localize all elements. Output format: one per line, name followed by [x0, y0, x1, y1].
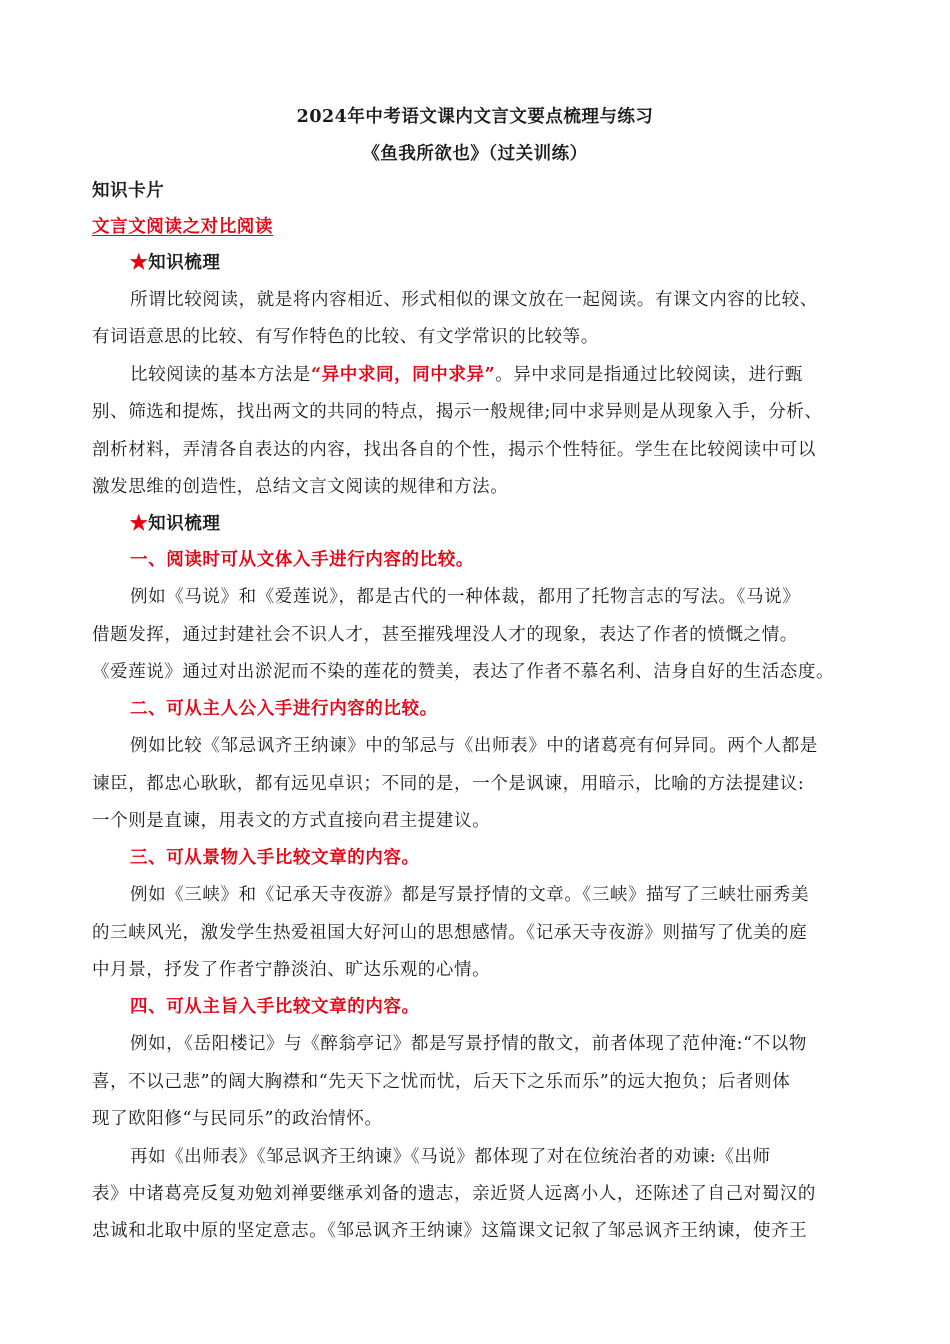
knowledge-label: 知识梳理 [148, 514, 221, 534]
knowledge-heading-1 [130, 252, 221, 274]
paragraph-line: 中月景，抒发了作者宁静淡泊、旷达乐观的心情。 [92, 960, 491, 980]
subheading-2: 二、可从主人公入手进行内容的比较。 [130, 699, 438, 719]
paragraph-line: 例如《马说》和《爱莲说》，都是古代的一种体裁，都用了托物言志的写法。《马说》 [130, 587, 801, 607]
paragraph-line: 有词语意思的比较、有写作特色的比较、有文学常识的比较等。 [92, 327, 599, 347]
paragraph-line: 借题发挥，通过封建社会不识人才，甚至摧残埋没人才的现象，表达了作者的愤慨之情。 [92, 625, 798, 645]
paragraph-line: 例如比较《邹忌讽齐王纳谏》中的邹忌与《出师表》中的诸葛亮有何异同。两个人都是 [130, 736, 818, 756]
section-label: 知识卡片 [92, 181, 165, 201]
paragraph-line: 所谓比较阅读，就是将内容相近、形式相似的课文放在一起阅读。有课文内容的比较、 [130, 290, 818, 310]
paragraph-line: 的三峡风光，激发学生热爱祖国大好河山的思想感情。《记承天寺夜游》则描写了优美的庭 [92, 923, 808, 943]
paragraph-line: 例如，《岳阳楼记》与《醉翁亭记》都是写景抒情的散文，前者体现了范仲淹:“不以物 [130, 1034, 807, 1054]
paragraph-text: 比较阅读的基本方法是 [130, 365, 311, 385]
paragraph-line: 例如《三峡》和《记承天寺夜游》都是写景抒情的文章。《三峡》描写了三峡壮丽秀美 [130, 885, 810, 905]
star-icon: ★ [130, 514, 149, 534]
paragraph-line: 现了欧阳修“与民同乐”的政治情怀。 [92, 1109, 383, 1129]
knowledge-heading-2 [130, 513, 221, 535]
paragraph-line: 一个则是直谏，用表文的方式直接向君主提建议。 [92, 811, 491, 831]
paragraph-line: 《爱莲说》通过对出淤泥而不染的莲花的赞美，表达了作者不慕名利、洁身自好的生活态度。 [92, 662, 835, 682]
document-title: 2024年中考语文课内文言文要点梳理与练习 [296, 107, 654, 127]
star-icon: ★ [130, 253, 149, 273]
paragraph-line: 再如《出师表》《邹忌讽齐王纳谏》《马说》都体现了对在位统治者的劝谏:《出师 [130, 1147, 771, 1167]
subheading-3: 三、可从景物入手比较文章的内容。 [130, 848, 420, 868]
paragraph-line: 表》中诸葛亮反复劝勉刘禅要继承刘备的遗志，亲近贤人远离小人，还陈述了自己对蜀汉的 [92, 1184, 816, 1204]
paragraph-line: 谏臣，都忠心耿耿，都有远见卓识；不同的是，一个是讽谏，用暗示，比喻的方法提建议: [92, 774, 805, 794]
red-section-heading: 文言文阅读之对比阅读 [92, 217, 273, 237]
paragraph-line: 忠诚和北取中原的坚定意志。《邹忌讽齐王纳谏》这篇课文记叙了邹忌讽齐王纳谏，使齐王 [92, 1221, 808, 1241]
knowledge-label: 知识梳理 [148, 253, 221, 273]
highlight-text: “异中求同，同中求异” [311, 365, 496, 385]
document-subtitle: 《鱼我所欲也》（过关训练） [362, 144, 588, 164]
paragraph-line: 别、筛选和提炼，找出两文的共同的特点，揭示一般规律;同中求异则是从现象入手，分析、 [92, 402, 823, 422]
paragraph-line [130, 364, 803, 386]
subheading-4: 四、可从主旨入手比较文章的内容。 [130, 997, 420, 1017]
paragraph-text: 。异中求同是指通过比较阅读，进行甄 [495, 365, 803, 385]
paragraph-line: 激发思维的创造性，总结文言文阅读的规律和方法。 [92, 477, 509, 497]
subheading-1: 一、阅读时可从文体入手进行内容的比较。 [130, 550, 474, 570]
paragraph-line: 剖析材料，弄清各自表达的内容，找出各自的个性，揭示个性特征。学生在比较阅读中可以 [92, 440, 816, 460]
paragraph-line: 喜，不以己悲”的阔大胸襟和“先天下之忧而忧，后天下之乐而乐”的远大抱负；后者则体 [92, 1072, 791, 1092]
